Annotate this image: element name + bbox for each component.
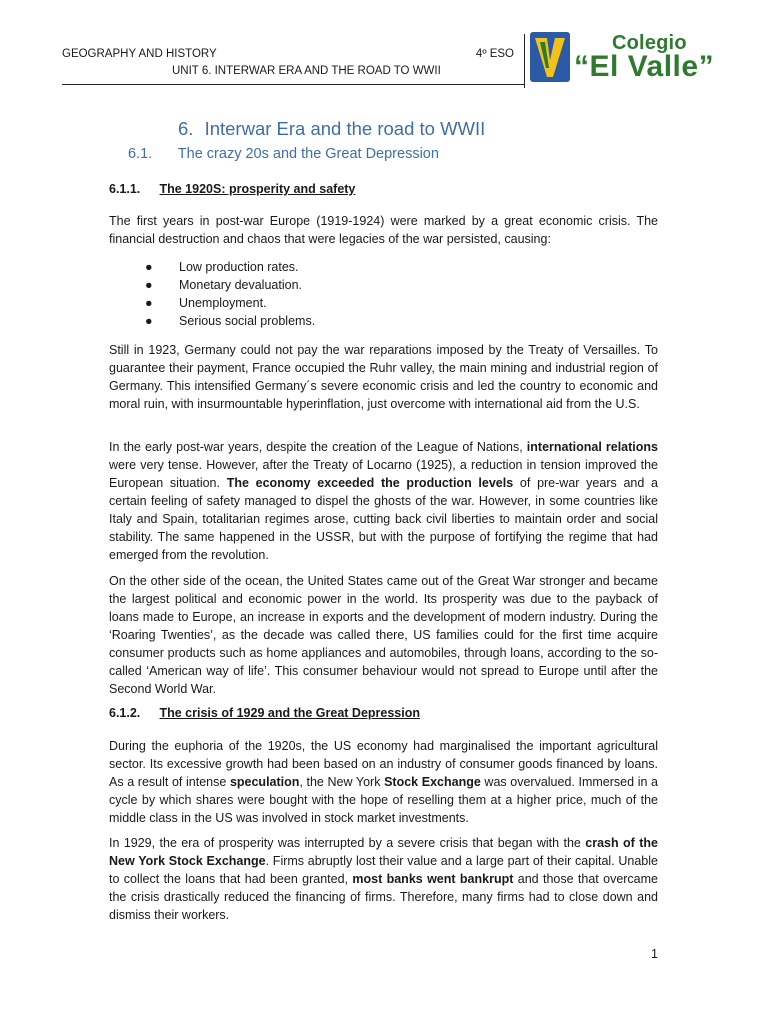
paragraph-international-relations: In the early post-war years, despite the creation of the League of Nations, international relations were very tense. However, after the Treaty of Locarno (1925), a reduction in tension improved the European situation. The economy exceeded the production levels of pre-war years and a certain feeling of safety managed to dispel the ghosts of the war. However, in some countries like Italy and Spain, totalitarian regimes arose, cutting back civil liberties to maintain order and social stability. The same happened in the USSR, but with the purpose of fortifying the regime that had emerged from the revolution. <box>109 440 658 562</box>
bullet-icon: ● <box>145 296 153 310</box>
paragraph-crash: In 1929, the era of prosperity was interrupted by a severe crisis that began with the crash of the New York Stock Exchange. Firms abruptly lost their value and a large part of their capital. Unable to collect the loans that had been granted, most banks went bankrupt and those that overcame the crisis drastically reduced the financing of firms. Therefore, many firms had to close down and dismiss their workers. <box>109 836 658 922</box>
list-item: ● Monetary devaluation. <box>145 278 302 292</box>
list-item: ● Unemployment. <box>145 296 267 310</box>
bullet-icon: ● <box>145 314 153 328</box>
paragraph-germany: Still in 1923, Germany could not pay the war reparations imposed by the Treaty of Versailles. To guarantee their payment, France occupied the Ruhr valley, the main mining and industrial region of Germany. This intensified Germany´s severe economic crisis and led the country to economic and moral ruin, with insurmountable hyperinflation, just overcome with international aid from the U.S. <box>109 343 658 411</box>
school-logo <box>528 30 724 92</box>
bullet-icon: ● <box>145 278 153 292</box>
chapter-number: 6. <box>178 118 194 139</box>
header-subject: GEOGRAPHY AND HISTORY <box>62 48 217 60</box>
subsection-number: 6.1.2. <box>109 706 141 720</box>
paragraph-euphoria: During the euphoria of the 1920s, the US economy had marginalised the important agricultural sector. Its excessive growth had been based on an industry of consumer goods financed by loans. As a result of intense speculation, the New York Stock Exchange was overvalued. Immersed in a cycle by which shares were bought with the hope of reselling them at a higher price, much of the middle class in the US was involved in stock market investments. <box>109 739 658 825</box>
header-vertical-divider <box>524 34 525 88</box>
paragraph-intro: The first years in post-war Europe (1919-1924) were marked by a great economic crisis. The financial destruction and chaos that were legacies of the war persisted, causing: <box>109 214 658 246</box>
page-number: 1 <box>651 947 658 961</box>
header-unit: UNIT 6. INTERWAR ERA AND THE ROAD TO WWII <box>172 65 441 77</box>
header-divider <box>62 84 524 85</box>
paragraph-united-states: On the other side of the ocean, the United States came out of the Great War stronger and became the largest political and economic power in the world. Its prosperity was due to the payback of loans made to Europe, an increase in exports and the development of modern industry. During the ‘Roaring Twenties’, as the decade was called there, US families could for the first time acquire consumer products such as home appliances and automobiles, through loans, according to the so-called ‘American way of life’. This consumer behaviour would not spread to Europe until after the Second World War. <box>109 574 658 696</box>
section-number: 6.1. <box>128 146 153 162</box>
logo-text-colegio: Colegio <box>612 32 687 54</box>
subsection-heading-2 <box>109 706 420 720</box>
subsection-title: The 1920S: prosperity and safety <box>159 182 356 196</box>
chapter-heading <box>178 118 485 140</box>
section-heading <box>128 146 439 162</box>
subsection-heading-1 <box>109 182 355 196</box>
chapter-title: Interwar Era and the road to WWII <box>204 118 486 139</box>
logo-text-el-valle: “El Valle” <box>574 50 715 83</box>
list-item: ● Serious social problems. <box>145 314 316 328</box>
list-item: ● Low production rates. <box>145 260 299 274</box>
header-course: 4º ESO <box>475 48 514 60</box>
bullet-icon: ● <box>145 260 153 274</box>
subsection-title: The crisis of 1929 and the Great Depression <box>159 706 420 720</box>
section-title: The crazy 20s and the Great Depression <box>177 146 439 162</box>
subsection-number: 6.1.1. <box>109 182 141 196</box>
school-logo-mark-icon <box>528 30 572 86</box>
consequences-list <box>109 258 658 330</box>
